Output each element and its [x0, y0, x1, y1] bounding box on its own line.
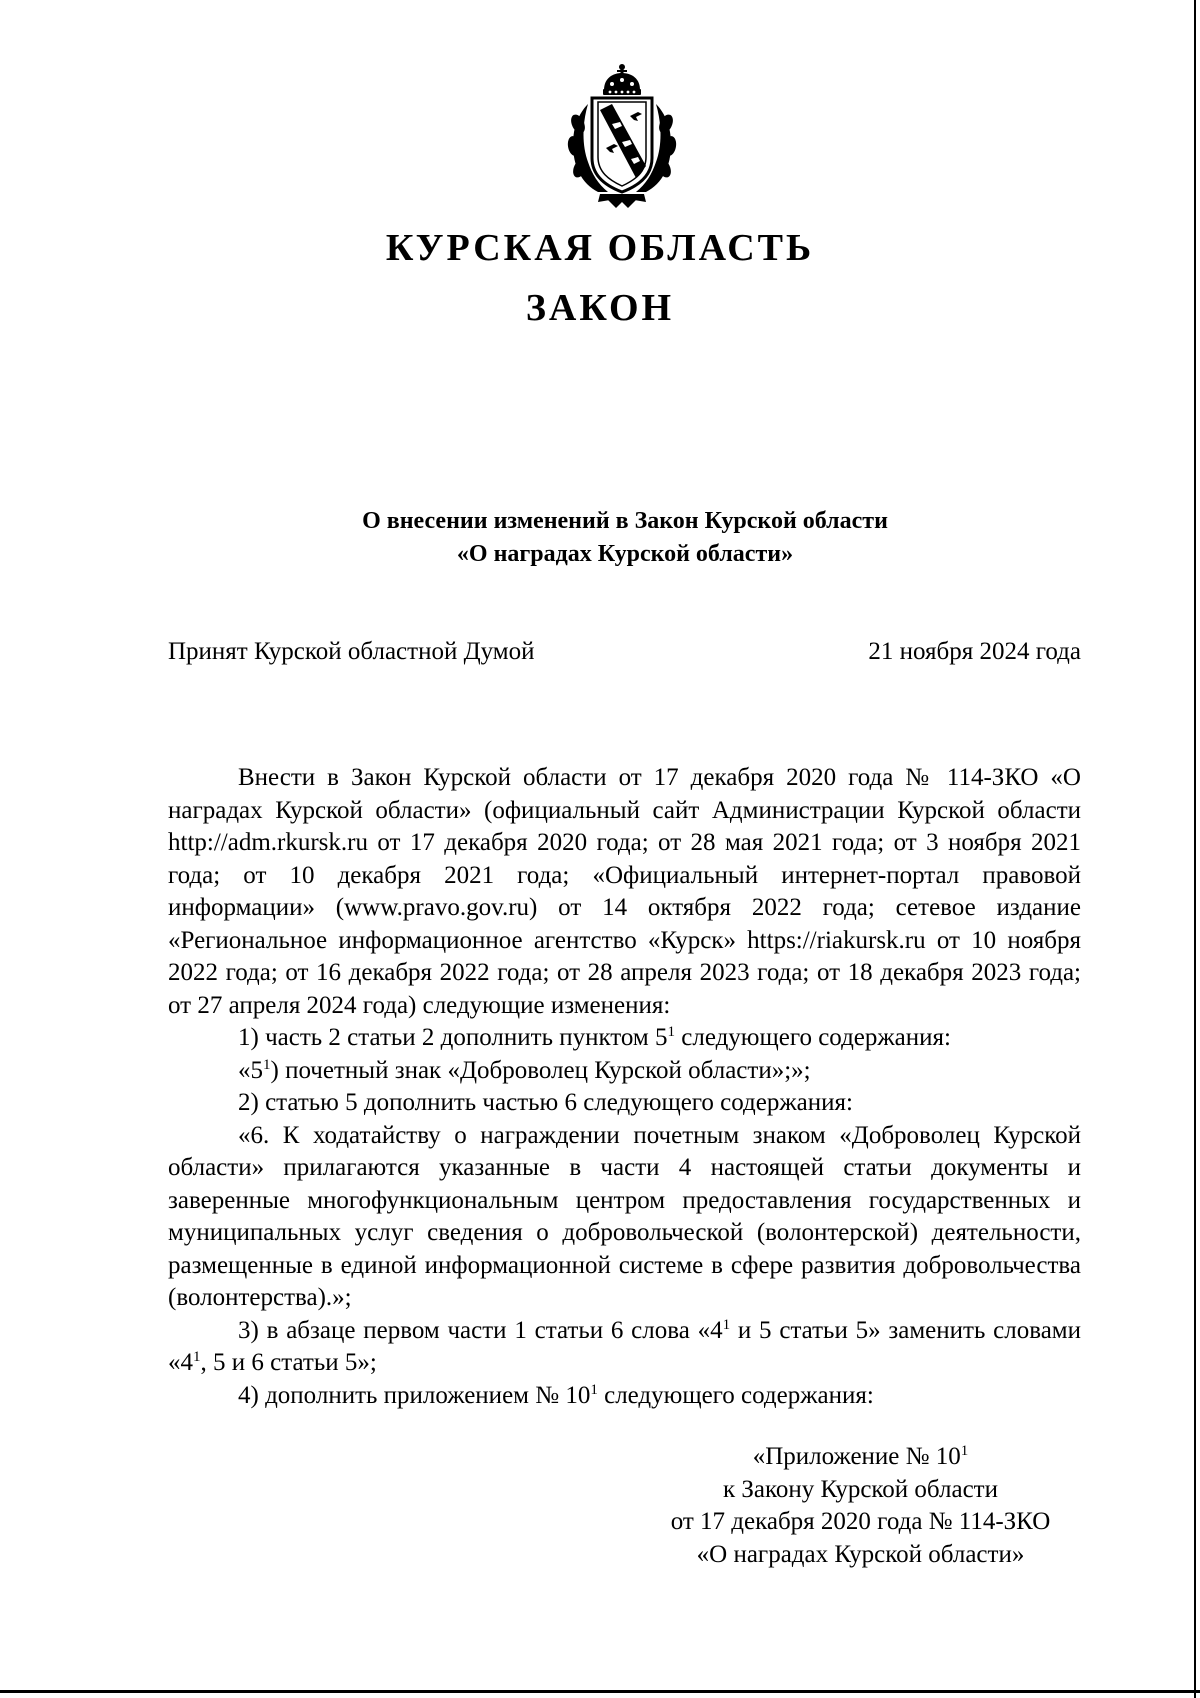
- amendment-item-4: 4) дополнить приложением № $10^1$ следующего содержания:: [238, 1381, 874, 1409]
- amendment-item-1-text: «$5^1$) почетный знак «Доброволец Курской области»;»;: [238, 1056, 811, 1084]
- appendix-line-4: «О наградах Курской области»: [696, 1540, 1025, 1568]
- amendment-item-3: 3) в абзаце первом части 1 статьи 6 слова «$4^1$ и 5 статьи 5» заменить словами «$4^1$, 5 и 6 статьи 5»;: [168, 1316, 1081, 1376]
- appendix-line-3: от 17 декабря 2020 года № 114-ЗКО: [670, 1508, 1051, 1535]
- appendix-heading: [600, 1441, 1121, 1571]
- appendix-line-1: «Приложение № $10^1$: [752, 1443, 969, 1470]
- law-subject-line-1: О внесении изменений в Закон Курской области: [362, 508, 888, 534]
- adopted-by: Принят Курской областной Думой: [168, 638, 535, 665]
- intro-paragraph: Внести в Закон Курской области от 17 декабря 2020 года № 114-ЗКО «О наградах Курской области» (официальный сайт Администрации Курской области http://adm.rkursk.ru от 17 декабря 2020 года; от 28 мая 2021 года; от 3 ноября 2021 года; от 10 декабря 2021 года; «Официальный интернет-портал правовой информации» (www.pravo.gov.ru) от 14 октября 2022 года; сетевое издание «Региональное информационное агентство «Курск» https://riakursk.ru от 10 ноября 2022 года; от 16 декабря 2022 года; от 28 апреля 2023 года; от 18 декабря 2023 года; от 27 апреля 2024 года) следующие изменения:: [168, 764, 1081, 1019]
- document-type: ЗАКОН: [525, 287, 675, 329]
- adoption-line: [168, 636, 1081, 668]
- law-body: [168, 762, 1081, 1412]
- amendment-item-2: 2) статью 5 дополнить частью 6 следующего содержания:: [238, 1089, 853, 1116]
- region-title: КУРСКАЯ ОБЛАСТЬ: [385, 227, 815, 269]
- scan-edge-bottom: [0, 1690, 1200, 1693]
- coat-of-arms-icon: [560, 62, 684, 210]
- adopted-date: 21 ноября 2024 года: [868, 638, 1081, 665]
- amendment-item-2-text: «6. К ходатайству о награждении почетным знаком «Доброволец Курской области» прилагаются указанные в части 4 настоящей статьи документы и заверенные многофункциональным центром предоставления государственных и муниципальных услуг сведения о добровольческой (волонтерской) деятельности, размещенные в единой информационной системе в сфере развития добровольчества (волонтерства).»;: [168, 1121, 1081, 1311]
- amendment-item-1: 1) часть 2 статьи 2 дополнить пунктом $5^1$ следующего содержания:: [238, 1024, 951, 1051]
- appendix-line-2: к Закону Курской области: [723, 1475, 998, 1503]
- law-subject-line-2: «О наградах Курской области»: [456, 541, 794, 567]
